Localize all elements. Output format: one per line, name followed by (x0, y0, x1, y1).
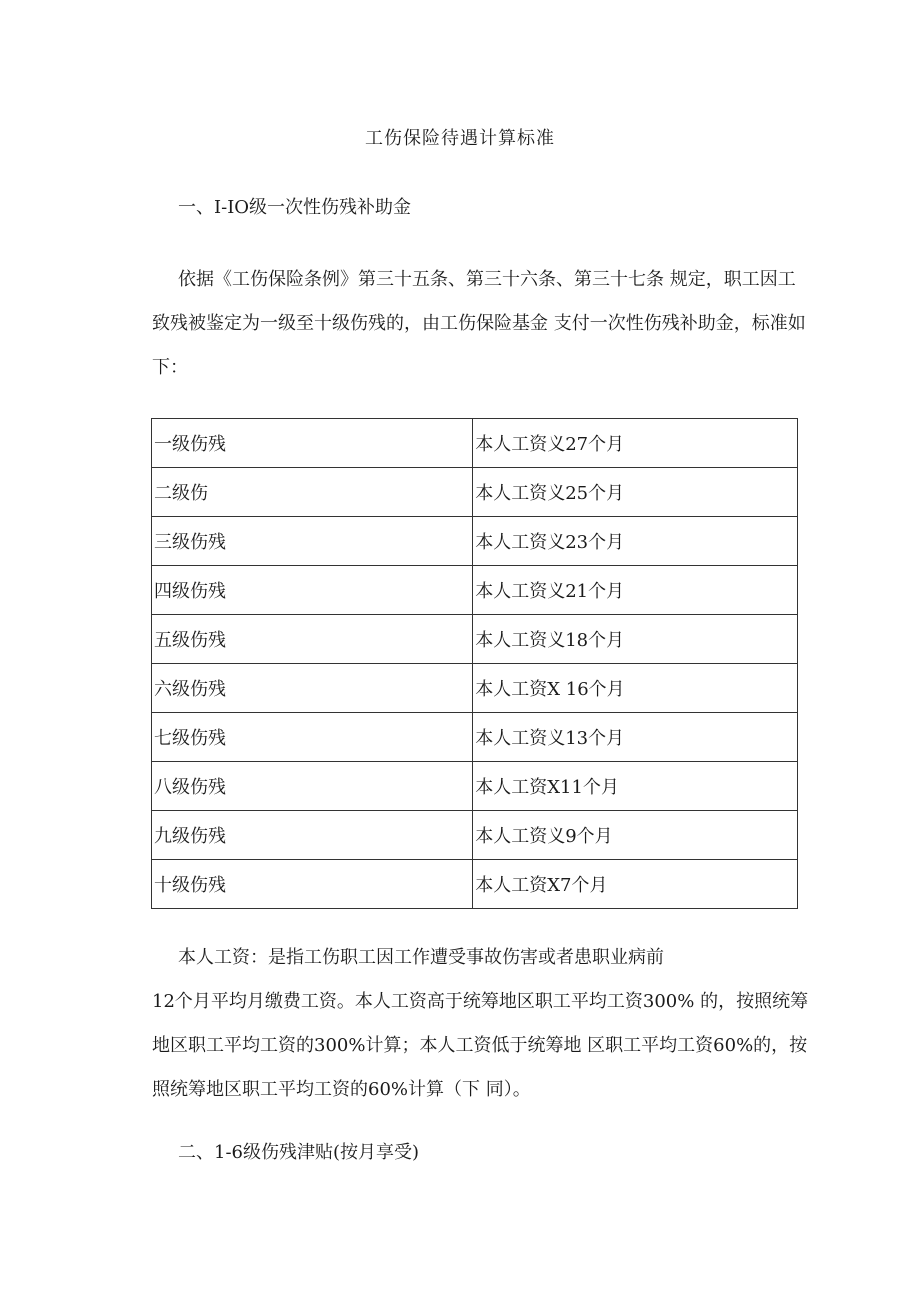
standard-cell: 本人工资义9个月 (473, 811, 798, 860)
table-row (152, 468, 798, 517)
standard-cell: 本人工资义18个月 (473, 615, 798, 664)
standard-cell: 本人工资X11个月 (473, 762, 798, 811)
section-2-heading: 二、1-6级伤残津贴(按月享受) (178, 1142, 420, 1163)
standard-cell: 本人工资X 16个月 (473, 664, 798, 713)
table-row (152, 517, 798, 566)
disability-subsidy-table (151, 418, 798, 909)
grade-cell: 六级伤残 (152, 664, 473, 713)
note-line: 12个月平均月缴费工资。本人工资高于统筹地区职工平均工资300% 的，按照统筹 (152, 991, 809, 1012)
table-row (152, 566, 798, 615)
wage-definition-note (152, 936, 809, 1112)
standard-cell: 本人工资义27个月 (473, 419, 798, 468)
note-line: 照统筹地区职工平均工资的60%计算（下 同）。 (152, 1079, 531, 1100)
table-row (152, 811, 798, 860)
grade-cell: 二级伤 (152, 468, 473, 517)
grade-cell: 一级伤残 (152, 419, 473, 468)
document-title: 工伤保险待遇计算标准 (365, 128, 555, 149)
grade-cell: 四级伤残 (152, 566, 473, 615)
grade-cell: 七级伤残 (152, 713, 473, 762)
table-row (152, 664, 798, 713)
standard-cell: 本人工资义21个月 (473, 566, 798, 615)
grade-cell: 九级伤残 (152, 811, 473, 860)
standard-cell: 本人工资义13个月 (473, 713, 798, 762)
grade-cell: 十级伤残 (152, 860, 473, 909)
table-row (152, 419, 798, 468)
table-row (152, 713, 798, 762)
section-1-intro (152, 258, 806, 390)
intro-line: 致残被鉴定为一级至十级伤残的，由工伤保险基金 支付一次性伤残补助金，标准如 (152, 313, 806, 334)
standard-cell: 本人工资X7个月 (473, 860, 798, 909)
standard-cell: 本人工资义23个月 (473, 517, 798, 566)
table-row (152, 615, 798, 664)
intro-line: 依据《工伤保险条例》第三十五条、第三十六条、第三十七条 规定，职工因工 (178, 269, 796, 290)
grade-cell: 八级伤残 (152, 762, 473, 811)
section-1-heading: 一、I-IO级一次性伤残补助金 (178, 197, 412, 218)
table-row (152, 762, 798, 811)
intro-line: 下： (152, 357, 188, 378)
note-line: 本人工资：是指工伤职工因工作遭受事故伤害或者患职业病前 (178, 947, 664, 968)
grade-cell: 五级伤残 (152, 615, 473, 664)
standard-cell: 本人工资义25个月 (473, 468, 798, 517)
note-line: 地区职工平均工资的300%计算；本人工资低于统筹地 区职工平均工资60%的，按 (152, 1035, 808, 1056)
grade-cell: 三级伤残 (152, 517, 473, 566)
table-row (152, 860, 798, 909)
